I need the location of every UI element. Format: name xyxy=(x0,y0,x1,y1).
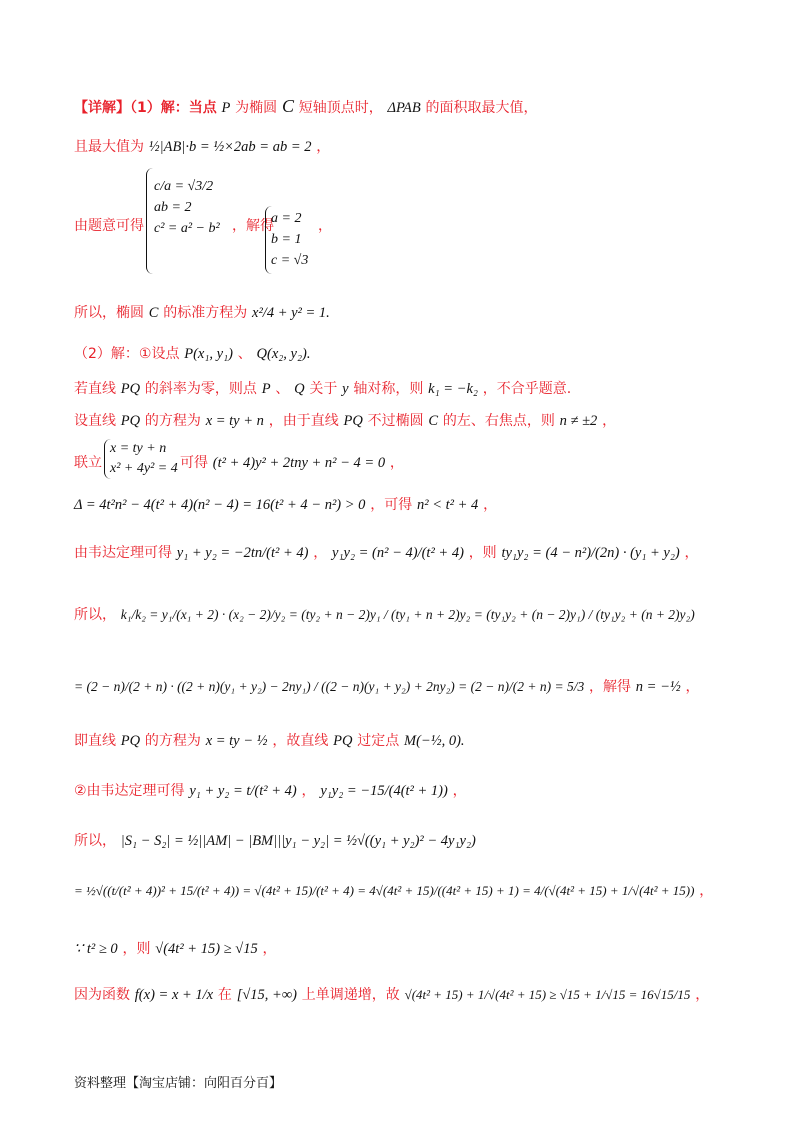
math: PQ xyxy=(343,413,363,429)
text: ， xyxy=(389,455,404,471)
text: 且最大值为 xyxy=(74,139,144,155)
text: 的方程为 xyxy=(144,733,201,749)
discriminant-line xyxy=(74,494,497,515)
text: ， xyxy=(262,941,277,957)
math: x = ty + n xyxy=(205,413,264,429)
equation-system-3 xyxy=(110,439,178,479)
math: |S₁ − S₂| = ½||AM| − |BM|||y₁ − y₂| = ½√((y₁ + y₂)² − 4y₁y₂) xyxy=(120,833,476,849)
comma xyxy=(318,215,332,236)
math: PQ xyxy=(120,733,141,749)
text: ， xyxy=(301,783,316,799)
text: ，由于直线 xyxy=(268,413,339,429)
math: C xyxy=(428,413,439,429)
equation-system-1 xyxy=(154,176,220,239)
math: √(4t² + 15) + 1/√(4t² + 15) ≥ √15 + 1/√15 = 16√15/15 xyxy=(404,987,691,1002)
system-eq: x² + 4y² = 4 xyxy=(110,461,178,476)
math-P: P(x₁, y₁) xyxy=(184,346,233,362)
math: M(−½, 0). xyxy=(404,733,465,749)
text: 轴对称，则 xyxy=(353,381,424,397)
math-area-expression: ½|AB|·b = ½×2ab = ab = 2 xyxy=(148,139,312,155)
text: 为椭圆 xyxy=(235,100,278,116)
text: 的标准方程为 xyxy=(163,305,248,321)
text: 因为函数 xyxy=(74,987,130,1003)
text: 的斜率为零，则点 xyxy=(144,381,257,397)
combine-line xyxy=(74,452,102,473)
equation-system-2 xyxy=(271,208,308,271)
text: ，解得 xyxy=(232,218,274,234)
text: 所以， xyxy=(74,607,116,623)
text: 过定点 xyxy=(357,733,400,749)
math-Q: Q(x₂, y₂). xyxy=(256,346,311,362)
math: y xyxy=(342,381,349,397)
text: 在 xyxy=(217,987,232,1003)
math: Q xyxy=(294,381,305,397)
text: ， xyxy=(483,497,498,513)
math-P: P xyxy=(221,100,231,116)
text: ，可得 xyxy=(370,497,413,513)
math-ellipse: x²/4 + y² = 1. xyxy=(252,305,330,321)
system-eq: x = ty + n xyxy=(110,441,167,456)
math-C: C xyxy=(148,305,159,321)
math: y₁ + y₂ = −2tn/(t² + 4) xyxy=(176,545,309,561)
math: ∵ t² ≥ 0 xyxy=(74,941,118,957)
math: √(4t² + 15) ≥ √15 xyxy=(155,941,258,957)
math-triangle-PAB: ΔPAB xyxy=(387,100,421,116)
system-eq: a = 2 xyxy=(271,211,302,226)
text: ， xyxy=(452,783,467,799)
text: 联立 xyxy=(74,455,102,471)
detail-heading: 【详解】（1）解：当点 xyxy=(74,100,217,116)
math-C: C xyxy=(281,96,294,116)
text: 若直线 xyxy=(74,381,116,397)
system-eq: ab = 2 xyxy=(154,200,192,215)
math: = (2 − n)/(2 + n) · ((2 + n)(y₁ + y₂) − 2ny₁) / ((2 − n)(y₁ + y₂) + 2ny₂) = (2 − n)/(2 + n) = 5/3 xyxy=(74,679,585,694)
text: ， xyxy=(318,218,332,234)
part2-line xyxy=(74,343,311,364)
text: 的方程为 xyxy=(144,413,201,429)
text: ，则 xyxy=(122,941,151,957)
math: [√15, +∞) xyxy=(236,987,297,1003)
math: PQ xyxy=(120,381,141,397)
math-ratio: k₁/k₂ = y₁/(x₁ + 2) · (x₂ − 2)/y₂ = (ty₂ + n − 2)y₁ / (ty₁ + n + 2)y₂ = (ty₁y₂ + (n − 2)y₁) / (ty₁y₂ + (n + 2)y₂) xyxy=(120,607,695,622)
math-quadratic: (t² + 4)y² + 2tny + n² − 4 = 0 xyxy=(212,455,386,471)
vieta-line-2 xyxy=(74,780,467,801)
text: 关于 xyxy=(309,381,338,397)
system-eq: b = 1 xyxy=(271,232,302,247)
math: n = −½ xyxy=(635,679,681,695)
fixed-point-line xyxy=(74,730,465,751)
math: PQ xyxy=(333,733,353,749)
area-diff-line xyxy=(74,830,476,851)
math: ty₁y₂ = (4 − n²)/(2n) · (y₁ + y₂) xyxy=(501,545,680,561)
max-value-line xyxy=(74,136,330,157)
text: ， xyxy=(699,883,714,899)
math: = ½√((t/(t² + 4))² + 15/(t² + 4)) = √(4t² + 15)/(t² + 4) = 4√(4t² + 15)/((4t² + 15) + 1) = 4/(√(4t² + 15) + 1/√(4t² + 15)) xyxy=(74,883,695,898)
math: n ≠ ±2 xyxy=(559,413,598,429)
system-eq: c² = a² − b² xyxy=(154,221,220,236)
text: （2）解：①设点 xyxy=(74,346,180,362)
solution-intro-line xyxy=(74,96,538,118)
text: 即直线 xyxy=(74,733,116,749)
system-eq: c = √3 xyxy=(271,253,309,268)
text: 、 xyxy=(237,346,252,362)
math: y₁ + y₂ = t/(t² + 4) xyxy=(189,783,297,799)
text: 所以，椭圆 xyxy=(74,305,144,321)
ratio-line xyxy=(74,604,695,625)
text: ，则 xyxy=(468,545,497,561)
text: ，不合乎题意. xyxy=(482,381,572,397)
vieta-line xyxy=(74,542,699,563)
t-squared-line xyxy=(74,938,276,959)
text: ， xyxy=(602,413,617,429)
brace xyxy=(146,168,153,274)
text: 可得 xyxy=(180,455,208,471)
math: k₁ = −k₂ xyxy=(428,381,478,397)
system-eq: c/a = √3/2 xyxy=(154,179,214,194)
footer-source: 资料整理【淘宝店铺：向阳百分百】 xyxy=(74,1076,283,1091)
math: P xyxy=(261,381,271,397)
text: ， xyxy=(695,987,710,1003)
text: 的左、右焦点，则 xyxy=(442,413,555,429)
text: ②由韦达定理可得 xyxy=(74,783,185,799)
text: ， xyxy=(316,139,331,155)
math: x = ty − ½ xyxy=(205,733,268,749)
area-simplified-line xyxy=(74,880,713,901)
text: 由题意可得 xyxy=(74,218,144,234)
math: y₁y₂ = −15/(4(t² + 1)) xyxy=(320,783,448,799)
text: ， xyxy=(684,545,699,561)
system-line xyxy=(74,215,144,236)
text: 的面积取最大值， xyxy=(425,100,538,116)
text: 所以， xyxy=(74,833,116,849)
slope-zero-line xyxy=(74,378,571,399)
math-discriminant: Δ = 4t²n² − 4(t² + 4)(n² − 4) = 16(t² + 4 − n²) > 0 xyxy=(74,497,366,513)
text: 由韦达定理可得 xyxy=(74,545,172,561)
monotonic-line xyxy=(74,984,709,1005)
text: ， xyxy=(685,679,700,695)
math: PQ xyxy=(120,413,141,429)
text: ，解得 xyxy=(589,679,631,695)
math: y₁y₂ = (n² − 4)/(t² + 4) xyxy=(332,545,464,561)
text: 设直线 xyxy=(74,413,116,429)
math: f(x) = x + 1/x xyxy=(134,987,214,1003)
ratio-simplified-line xyxy=(74,676,700,697)
text: ，故直线 xyxy=(272,733,329,749)
text: 短轴顶点时， xyxy=(298,100,383,116)
text: 不过椭圆 xyxy=(367,413,424,429)
text: ， xyxy=(313,545,328,561)
text: 、 xyxy=(275,381,290,397)
math: n² < t² + 4 xyxy=(416,497,479,513)
combine-result xyxy=(180,452,404,473)
text: 上单调递增，故 xyxy=(301,987,400,1003)
line-equation-line xyxy=(74,410,616,431)
ellipse-equation-line xyxy=(74,302,330,323)
